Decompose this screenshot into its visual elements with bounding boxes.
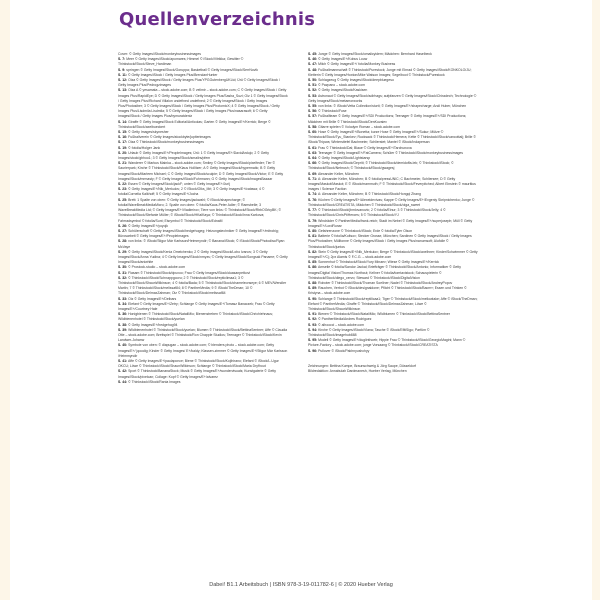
source-entry [118,88,288,119]
source-text: © Getty Images/E+/Kobus Louw [318,57,368,62]
source-entry [308,177,478,193]
source-text: Kirche © Getty Images/iStock/Vlana; Tasche © iStock/EfitiSigo; Parfüm © Thinkstock/iStock/imagehub888 [308,327,430,337]
credits-block [308,364,478,374]
source-text: Oiza © Thinkstock/iStock/monkeybusinessimages [128,140,204,145]
source-entry [308,234,478,250]
source-text: Urlaub © Getty Images/E+/PeopleImages; Ürü: 1 © Getty Images/E+/DavidArdujo; 2 © Getty Images/stock/gbhoo1; 3 © Getty Images/iStock/smailrs/pfem [118,150,269,161]
source-entry [308,338,478,348]
page-reference: S. 93: [308,322,318,327]
page-reference: S. 91: [308,312,318,317]
source-text: Fußballverein © Getty Images/stockbyte/jupiterimages [128,135,211,140]
source-text: Schlagzeug © Getty Images/iStock/deepbluegeso [318,78,394,83]
page-reference: S. 39: [118,327,128,332]
source-entry [118,343,288,359]
source-text: Amselle © fotolia/Sandor Jackal; Briefträger © Thinkstock/iStock/Antonio; Informatiker © Getty Images/Digital Vision/Thomas Northcut; Kellner © fotolia/tomtaxistock; Schauspielerin © Thinkstock/iStock/diego_cervo; Steward © Thinkstock/iStock/DigitalVision [308,265,461,280]
source-text: Modell © Getty Images/E+/duglinthoeb; Hippie Frau © Thinkstock/iStock/GeorgioMagini; Mann © Picture-Factory – stock.adobe.com; junge Vorsaang © Thinkstock/iStock/CREATISTA [308,338,466,348]
page-reference: S. 12: [118,78,128,83]
source-text: von links: © iStock/Stigur Már Karlsson/Heimmyndir; © Banana/iStock; © iStock/iStock/Photodisc/Ryan McVaye [118,239,285,249]
source-text: Oiza © Getty Images/iStock / Getty Images Plus/YPGGutenbergUKLtd; Ürü © Getty Images/iStock / Getty Images Plus/Pedrogzimages [118,78,280,88]
page-reference: S. 80: [308,228,318,233]
page-reference: S. 9: [118,67,126,72]
page-reference: S. 88: [308,280,318,285]
source-text: Batterie © fotolia/Koltsov; Stecker Grosse, München; Sardinen © Getty Images/iStock / Getty Images Plus/Photosiber; Mülltonne © Getty Images/iStock / Getty Images Plus/nanumsoft; Alufolie © Thinkstock/iStock/juntos [308,234,472,249]
page-reference: S. 30: [118,265,128,270]
page-reference: S. 48: [308,67,318,72]
source-text: © Prostock-studio – stock.adobe.com [128,265,186,270]
page-reference: S. 74: [308,192,318,197]
source-entry [308,208,478,218]
source-text: © Thinkstock/iStock/Schnappgooru; 2 © Thinkstock/iStock/repticlimaa1; 3 © Thinkstock/iStock/ShaunWilkinson; 4 © fotolia/Bada; 5 © Thinkstock/iStock/chameleonseye; 6 © MEV/Wendler Martin; 7 © Thinkstock/iStock/melissaf84; 8 © PantherMedia; 9 © iStock/TheDman; 10 © Thinkstock/iStock/DelmaxZahman; Oiz © Thinkstock/iStock/melissaf84 [118,275,287,296]
page-reference: S. 82: [308,249,318,254]
source-entry [308,198,478,208]
source-text: A: Alexander Keller, München; B © fotolia/pressUNIC; C Bachmeier, Schliersee; D © Getty Images/Maskot/Maskot; E © iStock/mammuth; F © Thinkstock/iStock/Feverpitched; Albert Einstein © mauritius images / Science Faction [308,176,476,192]
page-reference: S. 71: [308,176,318,181]
page-reference: S. 90: [308,296,318,301]
source-text: Gitarre spielen © Volodym Roman – stock.adobe.com [318,124,400,129]
page-reference: S. 17: [118,140,128,145]
left-column [118,52,288,385]
page-reference: S. 56: [308,109,318,114]
page-reference: S. 23: [118,187,128,192]
page-reference: S. 55: [308,104,318,109]
source-text: Fußballteam © Getty Images/E+/SDI Productions; Teenager © Getty Images/E+/SDI Productions; Mädchen mit Brille © Thinkstock/iStock/DenKuvaiev [308,114,467,124]
source-text: © Getty Images/skynesher [128,130,169,135]
page-reference: S. 52: [308,88,318,93]
source-text: © Getty Images/E+/Nik_Merkulov; 2 © iStock/Olks_Mri; 3 © Getty Images/E+/catawa; 4 © fotolia/Cornelia Kalkhoff; 5 © Getty Images/E+/Jocha [118,187,265,197]
source-entry [118,229,288,239]
page-reference: S. 40: [118,343,128,348]
source-text: © Thinkstock/iStock/Rania Images [128,379,181,384]
page-reference: S. 26: [118,223,128,228]
source-entry [118,198,288,224]
page-reference: S. 61: [308,145,318,150]
page-reference: S. 58: [308,124,318,129]
page-reference: S. 79: [308,218,318,223]
source-text: © Pazpano – stock.adobe.com [318,83,366,88]
page-reference: S. 86: [308,265,318,270]
source-text: © Thinkstock/Fuse [318,109,347,114]
source-text: © Getty Images/iStock/Gepriti; © Thinkstock/iStock/demidoffa-lek; © Thinkstock/iStock; © Thinkstock/iStock/Nebrush; © Thinkstock/iStock/gwagesj [308,161,454,171]
source-text: Flasam © Thinkstock/iStock/dpuxoo; Frau © Getty Images/iStock/duasanpetkovi [128,270,251,275]
page-reference: S. 34: [118,301,128,306]
page-reference: S. 92: [308,317,318,322]
source-text: Windräder © PantherMedia/frank-reich; Stadt im Nebel © Getty Images/E+/superjoseph; Müll © Getty Images/E+/LordRunar [308,218,473,228]
source-text: Frau © Thinkstock/Dal; Blaue © Getty Images/E+/Tarchunova [318,145,412,150]
source-text: Oiza A © yesamata – stock.adobe.com; B © velimir – stock.adobe.com; C © Getty Images/iStock / Getty Images Plus/RapidEye; D © Getty Images/iStock / Getty Images Plus/Sasha_Suzi; Oiz 1 © Getty Images/iStock / Getty Images Plus/Richard Villalon undefined undefined; 2 © Getty Images/iStock / Getty Images Plus/Photosiber; 3 © Getty Images/iStock / Getty Images Plus/PhotomicX; 4 © Getty Images/iStock / Getty Images Plus/Lisdmila Lisdmila; 5 © Getty Images/iStock / Getty Images Plus/nasarasoft; 6 © Getty Images/iStock / Getty Images Plus/bymuratdeniz [118,88,288,119]
page-reference: S. 36: [118,312,128,317]
source-entry [118,302,288,312]
page-reference: S. 66: [308,161,318,166]
page-reference: S. 95: [308,338,318,343]
source-text: © Getty Images/iStock/Lightstarsp [318,156,371,161]
source-entry [308,297,478,313]
page-reference: S. 28: [118,239,128,244]
source-entry [308,349,478,354]
source-entry [308,265,478,281]
source-text: Junge © Getty Images/iStock/omalicyidem; Mädchen: Bernhard Haselbeck [318,52,432,56]
right-column-entries [308,52,478,354]
source-text: Sonnenhut © Thinkstock/iStock/Yury Minaev; Wiese © Getty Images/E+/Kerrick [318,260,440,265]
document-page [10,0,592,600]
source-text: Roboter © Thinkstock/iStock/Thoman Soellner; Nadel © Thinkstock/iStock/AndreyPopov [318,280,453,285]
page-reference: S. 19: [118,145,128,150]
source-entry [118,312,288,322]
page-title: Quellenverzeichnis [119,9,316,30]
page-reference: S. 33: [118,296,128,301]
page-reference: S. 64: [308,156,318,161]
credit-photo-editing: Bildredaktion: Annabulah Dardmanesh, Hueber Verlag, München [308,368,407,373]
page-reference: S. 45: [308,52,318,56]
page-reference: S. 60: [308,130,318,135]
page-reference: S. 11: [118,72,127,77]
source-text: springen © Getty Images/iStock/Goruppa; Basketball © Getty Images/iStock/SerrNovik [126,67,258,72]
source-text: Oiz © Getty Images/E+/Delbars [128,296,177,301]
source-entry [118,380,288,385]
source-entry [308,114,478,124]
source-text: Astronaut © Getty Images/iStock/sdirhags; aufpfanzen © Getty Images/iStock/Chiradech; Technologie © Getty Images/iStock/metamorworks [308,93,477,103]
source-text: Gefahrenzone © Thinkstock/iStock; Erde © fotolia/Tyler Olson [318,228,413,233]
page-reference: S. 31: [118,270,128,275]
source-entry [118,57,288,67]
page-reference: S. 63: [308,150,318,155]
source-text: Bienen © Thinkstock/iStock/NataliMio; Wildblumen © Thinkstock/iStock/BettinaSentner [318,312,450,317]
page-reference: S. 13: [118,88,128,93]
source-entry [118,369,288,379]
page-reference: S. 76: [308,197,318,202]
source-text: Rauchen, Verbot © iStock/designaldone; Pflicht © Thinkstock/iStock/Bacrrrr; Essen und Trinken © Kristyna – stock.adobe.com [308,286,467,296]
source-text: Hose © Getty Images/E+/Bonetta; kurze Hose © Getty Images/E+/Sukur; Mütze © Thinkstock/iStock/Tyu_Stankev; Rucksack © Thinkstock/Hemera; Kette © Thinkstock/iStock/vancottalj; Brille © iStock/Thipwa; Winterstiefel Bachmeier, Schlierstet; Mantel © iStock/Indapersan [308,130,476,145]
page-reference: S. 15: [118,130,128,135]
source-entry [308,286,478,296]
source-text: Honigbienen © Thinkstock/iStock/NataliMio; Bienenstreben © Thinkstock/iStock/Chrichiehnaus; Wildbienenhotel © Thinkstock/iStock/yuelan [118,312,273,322]
source-text: Pullover © iStock/Pakhnyushchyy [318,348,370,353]
right-column [308,52,478,374]
page-reference: S. 41: [118,358,128,363]
credit-drawings: Zeichnungen: Bettina Kumpe, Braunschweig & Jörg Saupe, Düsseldorf [308,363,416,368]
page-reference: S. 20: [118,150,128,155]
page-reference: S. 22: [118,182,128,187]
source-text: Elefant © Getty Images/E+/Zetry; Schlange © Getty Images/E+/Tomasz Banaczek; Frau © Getty Images/E+/Courtney Hale [118,301,275,311]
source-text: von links: © iStock/Vetta Collection/sturti; © Getty Images/E+/shapecharge; Andi Huber, München [318,104,467,109]
page-reference: S. 32: [118,275,128,280]
source-entry [118,120,288,130]
page-reference: S. 50: [308,78,318,83]
source-entry [308,94,478,104]
page-reference: S. 94: [308,327,318,332]
source-text: Wanderer © Markus Mainka – stock.adobe.com; Smiley © Getty Images/iStock/pixelfeder; Tier © Saurierpark; Kirche © Thinkstock/iStock/Klaus Hollitzer; A © Getty Images/iStock/hypermatic; B © Getty Images/iStock/Marleen Michael; C © Getty Images/iStock/sculpie; D © Getty Images/iStock/Victor; E © Getty Images/iStock/mrmasty; F © Getty Images/iStock/Fuhrmann; G © Getty Images/iStock/imagesBazaar [118,161,284,181]
source-text: Stein © Getty Images/E+/Nik_Merkulov; Berge © Thinkstock/iStock/axelhner; Kinder/Schwimmer © Getty Images/E+/Cj; 2px Alamis © F.C.G. – stock.adobe.com [308,249,478,259]
source-text: Schülerschaft © Getty Images/iStock/hedgehogeg; Heizungstechniker © Getty Images/E+/mitrobig; Bürosarbeit © Getty Images/E+/PeopleImages [118,228,279,239]
source-entry [118,250,288,266]
source-entry [308,161,478,171]
page-reference: S. 51: [308,83,318,88]
page-reference: S. 27: [118,228,128,233]
source-text: Sport © Thinkstock/BananaStock; Musik © Getty Images/E+/wundervisuals; Kunstgalerie © Getty Images/iStock/pixelcan; Collage: Kopf © Getty Images/E+/alvarez [118,369,277,379]
page-reference: S. 42: [118,369,128,374]
source-text: Essen © Getty Images/iStock/jackF; unten © Getty Images/E+/Jurij [128,182,230,187]
source-entry [118,359,288,369]
page-reference: S. 69: [308,171,318,176]
page-reference: S. 7: [118,57,126,62]
page-reference: S. 16: [118,135,128,140]
page-reference: S. 77: [308,208,318,213]
page-reference: S. 29: [118,249,128,254]
source-text: © Getty Images/iStock / Getty Images Plus/BrendanHunter [127,72,218,77]
source-entry [118,239,288,249]
source-text: Fußballmannschaft © Thinkstock/Purestock; Junge mit Einrad © Getty Images/iStock/KONKOLO/JU; Kletterin © Getty Images/Hoxton/Mike Watson Images; Segelboot © Thinkstock/Purestock [308,67,472,77]
source-text: Symbole von oben: © diapugan – stock.adobe.com; © blenders photo – stock.adobe.com; Getty Images/E+/ jqoodig; Kinder © Getty Images/ E+/kaldy; Klassen-zimmer © Getty Images/E+/Stigur Már Karlsson /Heimmyndir [118,343,288,358]
source-text: A: Alexander Keller, München; B © Thinkstock/iStock/Hongqi Zhang [317,192,421,197]
page-reference: S. 47: [308,62,318,67]
page-reference: S. 89: [308,286,318,291]
source-entry [118,161,288,182]
source-text: © Thinkstock/iStock/jbmlovanovic; 2 © fotolia/Einur; 3 © Thinkstock/iStock/Jelly; 4 © Thinkstock/iStock/ChrisPtiHeroes; 5 © Thinkstock/iStock/YJ [308,208,446,218]
source-entry [308,130,478,146]
page-reference: S. 57: [308,114,318,119]
source-entry [308,68,478,78]
source-entry [118,151,288,161]
source-text: Affe © Getty Images/E+/paulaponce; Biene © Thinkstock/iStock/Kojihirano; Elefant © iStock/L-Ugur OKCU; Löwe © Thinkstock/iStock/ShaunWilkinson; Schlange © Thinkstock/iStock/Maria Dryfhout [118,358,279,369]
page-reference: S. 81: [308,234,318,239]
source-text: © alhoocci – stock.adobe.com [318,322,365,327]
source-entry [118,187,288,197]
source-text: © fotolia/Holger Jank [128,145,161,150]
source-text: © PantherMedia/Andres Rodriguez [318,317,372,322]
page-footer: Dabei! B1.1 Arbeitsbuch | ISBN 978-3-19-011782-6 | © 2020 Hueber Verlag [209,582,393,588]
page-reference: S. 46: [308,57,318,62]
source-entry [308,219,478,229]
source-text: © Getty Images/E+/hedgehog94 [128,322,178,327]
source-text: Cover: © Getty Images/iStock/monkeybusinessimages [118,52,201,56]
source-text: Meer © Getty Images/iStock/apomares; Himmel © iStock/Vitrikka; Gewitter © Thinkstock/iStock/Steve_Hardiman [118,57,244,67]
source-text: Schlange © Thinkstock/iStock/reptilicaa1; Tiger © Thinkstock/iStock/mellowlake; Affe © iStock/TheDman; Elefant © PantherMedia; Giraffe © Thinkstock/iStock/DelmaxZahman; Löwe © Thinkstock/iStock/ShaunWilkinson [308,296,478,311]
source-text: Alexander Keller, München [317,171,360,176]
page-reference: S. 21: [118,161,128,166]
source-text: © Getty Images/iStock/Kaskisen [318,88,368,93]
page-reference: S. 44: [118,379,128,384]
source-text: Teenager © Getty Images/E+/FatCamera; Schüler © Thinkstock/iStock/monkeybusinessimages [318,150,464,155]
source-text: Brett: 1 Spalte von oben: © Getty Images/jackwahl; © iStock/shapecharge; © fotolia/WaveBreakMediaMicro; 2. Spalte von oben: © fotolia/Kaus-Peter Adler; © Ramsbelle; 3 WaveBreakMedia Ltd; © Getty Images/E+/Vladimirov; Tiere von links: © Thinkstock/iStock/RbbOGrkyBK; © Thinkstock/iStock/Stefanie Müller; © iStock/iStock/HKalKaya; © Thinkstock/iStock/Inna Karkova; Fahrradsymbol © fotolia/Sunt; Eisrymbol © Thinkstock/iStock/EdnaM [118,197,282,223]
source-text: Giraffe © Getty Images/iStock Editorial/Anticolas; Garten © Getty Images/E+/Kerrick; Berge © Thinkstock/iStock/axelbueckert [118,119,271,129]
page-reference: S. 53: [308,93,318,98]
page-reference: S. 38: [118,322,128,327]
page-reference: S. 25: [118,197,128,202]
source-text: Küchen © Getty Images/E+/Alexeidevivas; Kappe © Getty Images/E+/Evgeniy Skripnichenko; Junge © Thinkstock/iStock/CREATISTA; Mädchen © Thinkstock/iStock/olga_sweet [308,197,475,207]
page-reference: S. 96: [308,348,318,353]
source-entry [118,276,288,297]
source-text: © Getty Images/E+/yoyojk [128,223,169,228]
source-entry [308,250,478,260]
page-reference: S. 85: [308,260,318,265]
source-entry [308,328,478,338]
source-text: Milch © Getty Images/E+/ fotolia/Monkey Business [318,62,396,67]
source-text: Wildbienenhotel © Thinkstock/iStock/yuelan; Blumen © Thinkstock/iStock/BettinaSentner; Affe © Claudia Otte – stock.adobe.com; Brettspiel © Thinkstock/Ron Chapple Studios; Teenager © Thinkstock/iStock/Kevin Landwer-Johanw [118,327,288,343]
source-entry [118,78,288,88]
source-entry [118,328,288,344]
source-text: © Getty Images/iStock/Kenia Omelchenko; 2 © Getty Images/iStock/Lobo Ivanov; 3 © Getty Images/iStock/Anna Yudina; 4 © Getty Images/iStock/nmyzs; © Getty Images/iStock/Songsak Paname; © Getty Images/iStock/aniwhite [118,249,288,265]
page-reference: S. 14: [118,119,128,124]
